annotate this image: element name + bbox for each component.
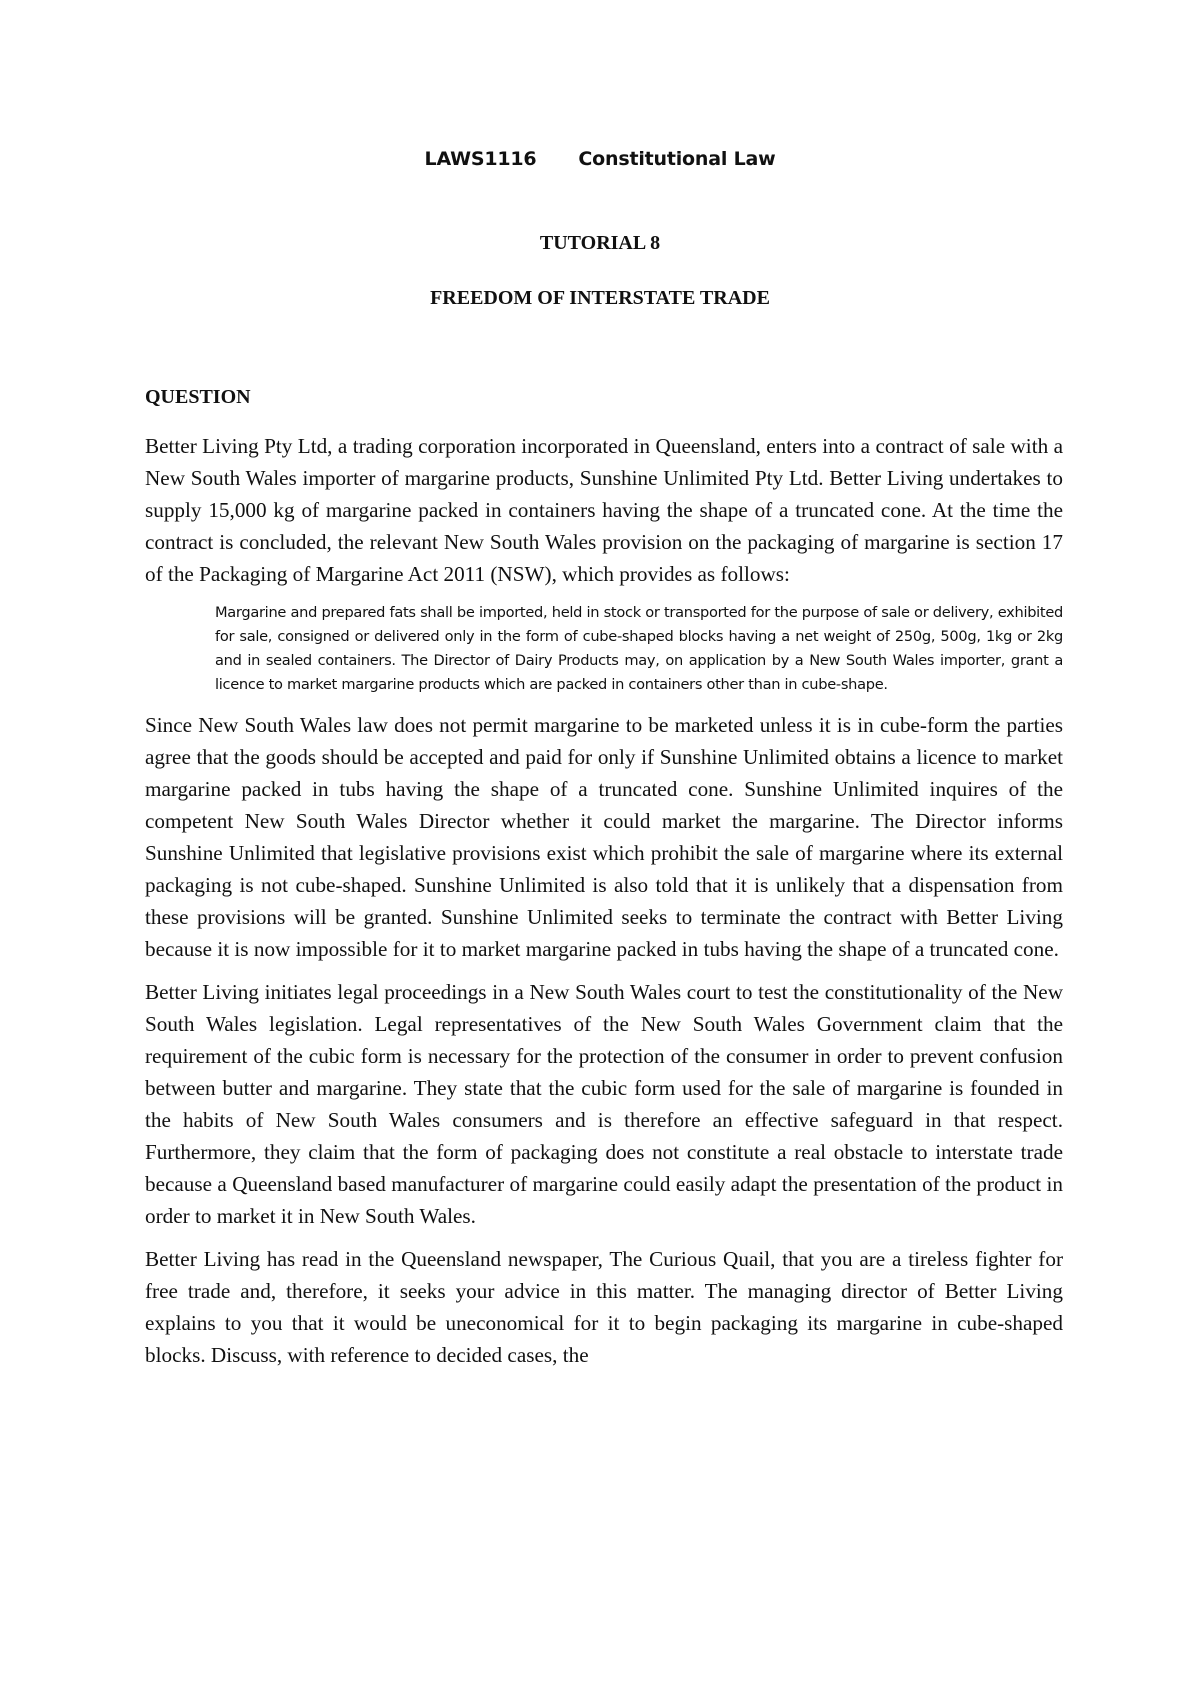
tutorial-title: TUTORIAL 8 [539,232,661,254]
course-code: LAWS1116 [424,148,537,170]
course-name: Constitutional Law [578,148,776,170]
topic-title: FREEDOM OF INTERSTATE TRADE [430,287,770,309]
course-header [0,148,1200,170]
question-heading: QUESTION [145,386,251,408]
question-body [145,430,1063,1382]
paragraph-proceedings: Better Living initiates legal proceedings in a New South Wales court to test the constitutionality of the New South Wales legislation. Legal representatives of the New South Wales Government claim that the requirement of the cubic form is necessary for the protection of the consumer in order to prevent confusion between butter and margarine. They state that the cubic form used for the sale of margarine is founded in the habits of New South Wales consumers and is therefore an effective safeguard in that respect. Furthermore, they claim that the form of packaging does not constitute a real obstacle to interstate trade because a Queensland based manufacturer of margarine could easily adapt the presentation of the product in order to market it in New South Wales. [145,980,1063,1228]
paragraph-advice: Better Living has read in the Queensland newspaper, The Curious Quail, that you are a tireless fighter for free trade and, therefore, it seeks your advice in this matter. The managing director of Better Living explains to you that it would be uneconomical for it to begin packaging its margarine in cube-shaped blocks. Discuss, with reference to decided cases, the [145,1247,1063,1367]
paragraph-facts: Better Living Pty Ltd, a trading corporation incorporated in Queensland, enters into a contract of sale with a New South Wales importer of margarine products, Sunshine Unlimited Pty Ltd. Better Living undertakes to supply 15,000 kg of margarine packed in containers having the shape of a truncated cone. At the time the contract is concluded, the relevant New South Wales provision on the packaging of margarine is section 17 of the Packaging of Margarine Act 2011 (NSW), which provides as follows: [145,434,1063,586]
paragraph-contract: Since New South Wales law does not permit margarine to be marketed unless it is in cube-form the parties agree that the goods should be accepted and paid for only if Sunshine Unlimited obtains a licence to market margarine packed in tubs having the shape of a truncated cone. Sunshine Unlimited inquires of the competent New South Wales Director whether it could market the margarine. The Director informs Sunshine Unlimited that legislative provisions exist which prohibit the sale of margarine where its external packaging is not cube-shaped. Sunshine Unlimited is also told that it is unlikely that a dispensation from these provisions will be granted. Sunshine Unlimited seeks to terminate the contract with Better Living because it is now impossible for it to market margarine packed in tubs having the shape of a truncated cone. [145,713,1063,961]
statute-quote: Margarine and prepared fats shall be imported, held in stock or transported for the purpose of sale or delivery, exhibited for sale, consigned or delivered only in the form of cube-shaped blocks having a net weight of 250g, 500g, 1kg or 2kg and in sealed containers. The Director of Dairy Products may, on application by a New South Wales importer, grant a licence to market margarine products which are packed in containers other than in cube-shape. [215,604,1063,693]
